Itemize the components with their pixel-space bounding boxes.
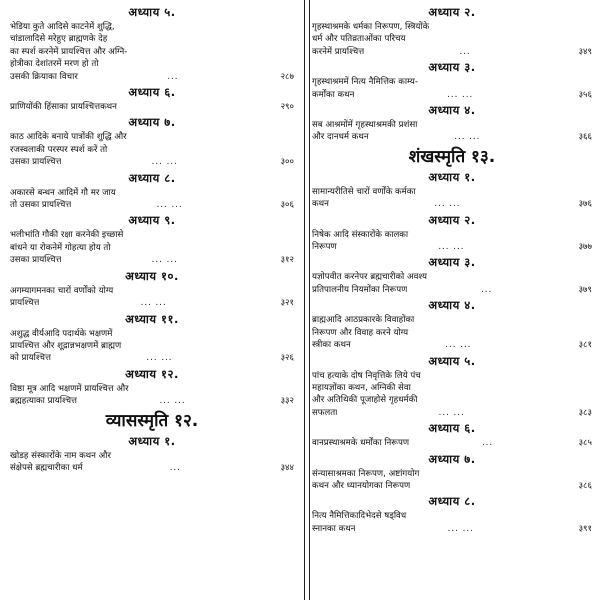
page-number: ३८६ — [578, 480, 592, 491]
chapter-heading: अध्याय ४. — [428, 103, 476, 118]
toc-entry — [10, 328, 294, 365]
chapter-heading: अध्याय ११. — [125, 311, 179, 326]
leader-dots: ... — [481, 438, 494, 449]
chapter-heading: अध्याय ७. — [128, 115, 176, 130]
toc-entry — [10, 21, 294, 83]
section-title: शंखस्मृति १३. — [408, 146, 496, 167]
entry-text-line: प्राणियोंकी हिंसाका प्रायश्चित्तकथन — [10, 102, 117, 113]
entry-text-line: सफलता — [312, 407, 338, 418]
entry-last-line — [10, 254, 294, 266]
page-number: ३४९ — [578, 46, 592, 57]
leader-dots: ... — [167, 71, 179, 82]
entry-text-line: खोडह संस्कारोंके नाम कथन और — [10, 450, 111, 461]
leader-dots — [410, 480, 566, 492]
entry-text-line: बांधने या रोकनेमें गोहत्या होय तो — [10, 242, 111, 253]
toc-entry — [312, 468, 592, 493]
toc-entry — [312, 370, 592, 420]
entry-text-line: तो उसका प्रायश्चित्त — [10, 200, 72, 211]
page-number: ३०६ — [280, 200, 294, 211]
entry-text-line: को प्रायश्चित्त — [10, 353, 51, 364]
entry-text-line: निषेक आदि संस्कारोंके कालका — [312, 229, 409, 240]
toc-entry — [312, 76, 592, 101]
entry-text-line: संक्षेपसे ब्रह्मचारीका धर्म — [10, 462, 83, 473]
entry-text-line: संन्यासाश्रमका निरूपण, अष्टांगयोग — [312, 468, 420, 479]
toc-entry — [10, 450, 294, 475]
leader-dots: ... ... — [151, 255, 178, 266]
entry-text-line: निरूपण और विवाह करने योग्य — [312, 327, 409, 338]
toc-entry — [312, 510, 592, 535]
page-number: ३७९ — [578, 284, 592, 295]
leader-dots: ... ... — [438, 407, 465, 418]
entry-text-line: प्रायश्चित्त — [10, 298, 40, 309]
entry-last-line — [312, 284, 592, 296]
entry-text-line: काठ आदिके बनाये पात्रोंकी शुद्धि और — [10, 132, 127, 143]
entry-text-line: विष्ठा मूत्र आदि भक्षणमें प्रायश्चित्त और — [10, 383, 129, 394]
toc-entry — [10, 101, 294, 113]
entry-text-line: करनेमें प्रायश्चित्त — [312, 46, 365, 57]
chapter-heading: अध्याय २. — [428, 212, 476, 227]
chapter-heading: अध्याय २. — [428, 5, 476, 19]
entry-last-line — [10, 101, 294, 113]
right-column — [302, 4, 592, 600]
page-number: ३७७ — [578, 242, 592, 253]
entry-text-line: निरूपण — [312, 242, 337, 253]
chapter-heading: अध्याय ८. — [428, 494, 476, 509]
chapter-heading: अध्याय ६. — [428, 421, 476, 436]
leader-dots: ... ... — [438, 242, 465, 253]
page-number: ३९१ — [578, 523, 592, 534]
chapter-heading: अध्याय ८. — [128, 170, 176, 185]
entry-text-line: प्रतिपालनीय नियमोंका निरूपण — [312, 284, 408, 295]
page-number: ३२१ — [280, 298, 294, 309]
chapter-heading: अध्याय ७. — [428, 451, 476, 466]
toc-entry — [312, 437, 592, 449]
entry-last-line — [312, 46, 592, 58]
entry-text-line: ब्राह्मआदि आठप्रकारके विवाहोंका — [312, 315, 415, 326]
entry-last-line — [10, 71, 294, 83]
toc-entry — [10, 229, 294, 266]
page-number: २९० — [280, 102, 294, 113]
toc-entry — [10, 383, 294, 408]
entry-last-line — [312, 339, 592, 351]
entry-text-line: उसका प्रायश्चित्त — [10, 255, 62, 266]
page-number: ३८३ — [578, 407, 592, 418]
entry-last-line — [312, 131, 592, 143]
page-number: ३२६ — [280, 353, 294, 364]
entry-last-line — [312, 407, 592, 419]
page-number: ३४४ — [280, 462, 294, 473]
chapter-heading: अध्याय १२. — [125, 366, 179, 381]
entry-last-line — [10, 395, 294, 407]
page-number: ३७६ — [578, 199, 592, 210]
chapter-heading: अध्याय १. — [428, 169, 476, 184]
entry-text-line: और दानधर्म कथन — [312, 132, 369, 143]
section-title: व्यासस्मृति १२. — [105, 410, 199, 431]
entry-text-line: रजस्वलाकी परस्पर स्पर्श करें तो — [10, 144, 108, 155]
toc-entry — [10, 131, 294, 168]
entry-text-line: कथन — [312, 199, 329, 210]
entry-text-line: यज्ञोपवीत करनेपर ब्रह्मचारीको अवश्य — [312, 272, 427, 283]
leader-dots: ... ... — [159, 396, 186, 407]
page-number: ३५६ — [578, 89, 592, 100]
page-number: ३०० — [280, 157, 294, 168]
leader-dots: ... ... — [140, 298, 167, 309]
entry-text-line: अकारसे बन्धन आदिमें गौ मर जाय — [10, 187, 116, 198]
entry-last-line — [312, 523, 592, 535]
entry-last-line — [10, 199, 294, 211]
toc-entry — [312, 314, 592, 351]
leader-dots: ... — [481, 284, 493, 295]
entry-text-line: नित्य नैमित्तिकादिभेदसे षड्विध — [312, 511, 407, 522]
chapter-heading: अध्याय ५. — [128, 5, 176, 19]
entry-text-line: गृहस्थाश्रममें नित्य नैमित्तिक काम्य- — [312, 77, 418, 88]
leader-dots: ... ... — [151, 157, 178, 168]
entry-last-line — [312, 89, 592, 101]
chapter-heading: अध्याय ६. — [128, 85, 176, 100]
entry-text-line: अगम्यागमनका चारों वर्णोंको योग्य — [10, 285, 114, 296]
entry-last-line — [10, 297, 294, 309]
entry-last-line — [312, 480, 592, 492]
chapter-heading: अध्याय ३. — [428, 255, 476, 270]
entry-last-line — [312, 241, 592, 253]
chapter-heading: अध्याय ५. — [428, 353, 476, 368]
entry-text-line: स्त्रीका कथन — [312, 340, 351, 351]
entry-text-line: कर्मोंका कथन — [312, 89, 355, 100]
entry-last-line — [10, 156, 294, 168]
toc-entry — [312, 271, 592, 296]
toc-entry — [10, 187, 294, 212]
leader-dots: ... ... — [156, 200, 183, 211]
leader-dots: ... — [459, 46, 471, 57]
toc-entry — [10, 285, 294, 310]
toc-entry — [312, 186, 592, 211]
entry-text-line: अशुद्ध वीर्यआदि पदार्थके भक्षणमें — [10, 328, 113, 339]
chapter-heading: अध्याय ३. — [428, 60, 476, 75]
page-number: ३६६ — [578, 132, 592, 143]
entry-text-line: धर्म और पतिव्रताओंका परिचय — [312, 34, 406, 45]
leader-dots — [117, 101, 268, 113]
chapter-heading: अध्याय १०. — [125, 268, 179, 283]
page-number: २८७ — [280, 71, 294, 82]
entry-text-line: उसकी क्रियाका विचार — [10, 71, 78, 82]
entry-text-line: कथन और ध्यानयोगका निरूपण — [312, 480, 411, 491]
leader-dots: ... — [169, 462, 181, 473]
leader-dots: ... ... — [447, 523, 474, 534]
entry-text-line: चांडालादिसे मरेहुए ब्राह्मणके देह — [10, 34, 108, 45]
entry-last-line — [10, 352, 294, 364]
entry-text-line: ब्रह्महत्याका प्रायश्चित्त — [10, 396, 77, 407]
entry-text-line: स्नानका कथन — [312, 523, 356, 534]
entry-text-line: का स्पर्श करनेमें प्रायश्चित्त और अग्नि- — [10, 46, 128, 57]
entry-text-line: भेडिया कुते आदिसे काटनेमें शुद्धि, — [10, 22, 115, 32]
leader-dots: ... ... — [454, 132, 481, 143]
toc-entry — [312, 119, 592, 144]
entry-text-line: भलीभांति गौकी रक्षा करनेकी इच्छासे — [10, 230, 124, 241]
left-column — [10, 4, 302, 600]
entry-text-line: सब आश्रमोंमें गृहस्थाश्रमकी प्रशंसा — [312, 120, 418, 131]
entry-text-line: पांच हत्याके दोष निवृत्तिके लिये पंच — [312, 370, 421, 381]
chapter-heading: अध्याय ४. — [428, 298, 476, 313]
leader-dots: ... ... — [445, 340, 472, 351]
entry-last-line — [312, 198, 592, 210]
chapter-heading: अध्याय १. — [128, 433, 176, 448]
chapter-heading: अध्याय ९. — [128, 213, 176, 228]
entry-text-line: गृहस्थाश्रमके धर्मका निरूपण, स्त्रियोंके — [312, 22, 430, 32]
leader-dots: ... ... — [447, 89, 474, 100]
entry-text-line: महायज्ञोंका कथन, अग्निकी सेवा — [312, 382, 411, 393]
page-number: ३१२ — [280, 255, 294, 266]
leader-dots: ... ... — [434, 199, 461, 210]
page-number: ३८५ — [578, 438, 592, 449]
entry-last-line — [10, 462, 294, 474]
page-number: ३३२ — [280, 396, 294, 407]
toc-entry — [312, 229, 592, 254]
entry-text-line: होत्रीका देशांतरमें मरण हो तो — [10, 59, 99, 70]
entry-text-line: उसका प्रायश्चित्त — [10, 157, 62, 168]
entry-text-line: सामान्यरीतिसे चारों वर्णोंके कर्मका — [312, 186, 416, 197]
entry-text-line: और अतिथिकी पूजाहोसे गृहधर्मकी — [312, 395, 418, 406]
entry-text-line: प्रायश्चित्त और शूद्रान्नभक्षणमें ब्राह्मण — [10, 340, 122, 351]
toc-entry — [312, 21, 592, 58]
leader-dots: ... ... — [146, 353, 173, 364]
entry-text-line: वानप्रस्थाश्रमके धर्मोंका निरूपण — [312, 438, 410, 449]
entry-last-line — [312, 437, 592, 449]
page-number: ३८१ — [578, 340, 592, 351]
